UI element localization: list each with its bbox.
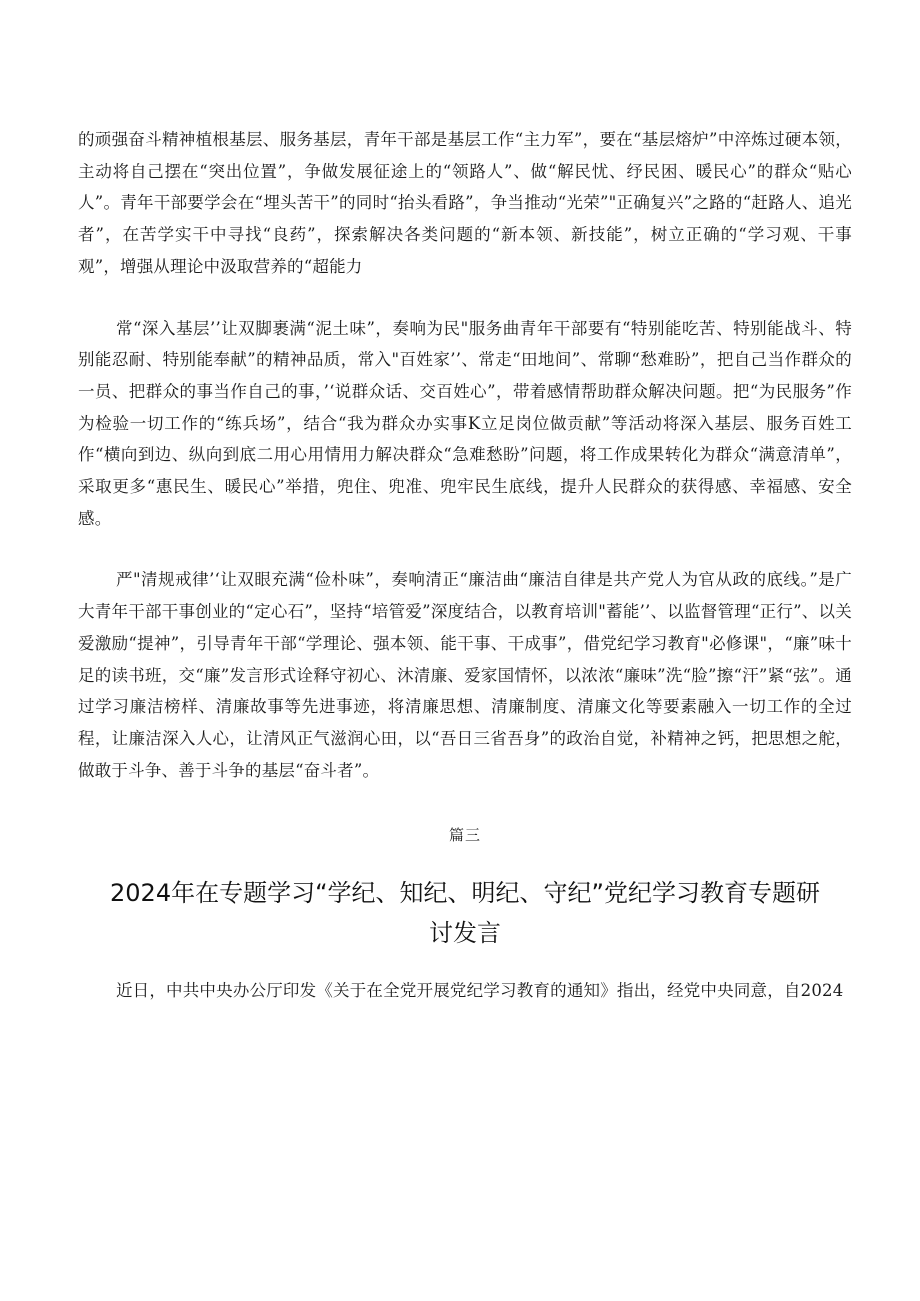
document-page — [78, 124, 852, 1007]
section-label: 篇三 — [448, 826, 481, 845]
body-paragraph-1: 的顽强奋斗精神植根基层、服务基层，青年干部是基层工作“主力军”，要在“基层熔炉”中淬炼过硬本领，主动将自己摆在“突出位置”，争做发展征途上的“领路人”、做“解民忧、纾民困、暖民心”的群众“贴心人”。青年干部要学会在“埋头苦干”的同时“抬头看路”，争当推动“光荣”"正确复兴”之路的“赶路人、追光者”，在苦学实干中寻找“良药”，探索解决各类问题的“新本领、新技能”，树立正确的“学习观、干事观”，增强从理论中汲取营养的“超能力 — [78, 130, 852, 276]
body-paragraph-2: 常“深入基层’’让双脚裹满“泥土味”，奏响为民"服务曲青年干部要有“特别能吃苦、特别能战斗、特别能忍耐、特别能奉献”的精神品质，常入"百姓家’’、常走“田地间”、常聊“愁难盼”，把自己当作群众的一员、把群众的事当作自己的事，’‘说群众话、交百姓心”，带着感情帮助群众解决问题。把“为民服务”作为检验一切工作的“练兵场”，结合“我为群众办实事K立足岗位做贡献”等活动将深入基层、服务百姓工作“横向到边、纵向到底二用心用情用力解决群众“急难愁盼”问题，将工作成果转化为群众“满意清单”，采取更多“惠民生、暖民心”举措，兜住、兜准、兜牢民生底线，提升人民群众的获得感、幸福感、安全感。 — [78, 318, 852, 528]
document-title: 2024年在专题学习“学纪、知纪、明纪、守纪”党纪学习教育专题研讨发言 — [110, 879, 820, 948]
body-paragraph-3: 严"清规戒律’‘让双眼充满“俭朴味”，奏响清正“廉洁曲“廉洁自律是共产党人为官从政的底线。”是广大青年干部干事创业的“定心石”，坚持“培管爱”深度结合，以教育培训"蓄能’’、以监督管理“正行”、以关爱激励“提神”，引导青年干部“学理论、强本领、能干事、干成事”，借党纪学习教育"必修课"，“廉”味十足的读书班，交“廉”发言形式诠释守初心、沐清廉、爱家国情怀，以浓浓“廉味”洗“脸”擦“汗”紧“弦”。通过学习廉洁榜样、清廉故事等先进事迹，将清廉思想、清廉制度、清廉文化等要素融入一切工作的全过程，让廉洁深入人心，让清风正气滋润心田，以“吾日三省吾身”的政治自觉，补精神之钙，把思想之舵，做敢于斗争、善于斗争的基层“奋斗者”。 — [78, 570, 852, 780]
body-paragraph-4: 近日，中共中央办公厅印发《关于在全党开展党纪学习教育的通知》指出，经党中央同意，自2024 — [115, 981, 844, 1001]
